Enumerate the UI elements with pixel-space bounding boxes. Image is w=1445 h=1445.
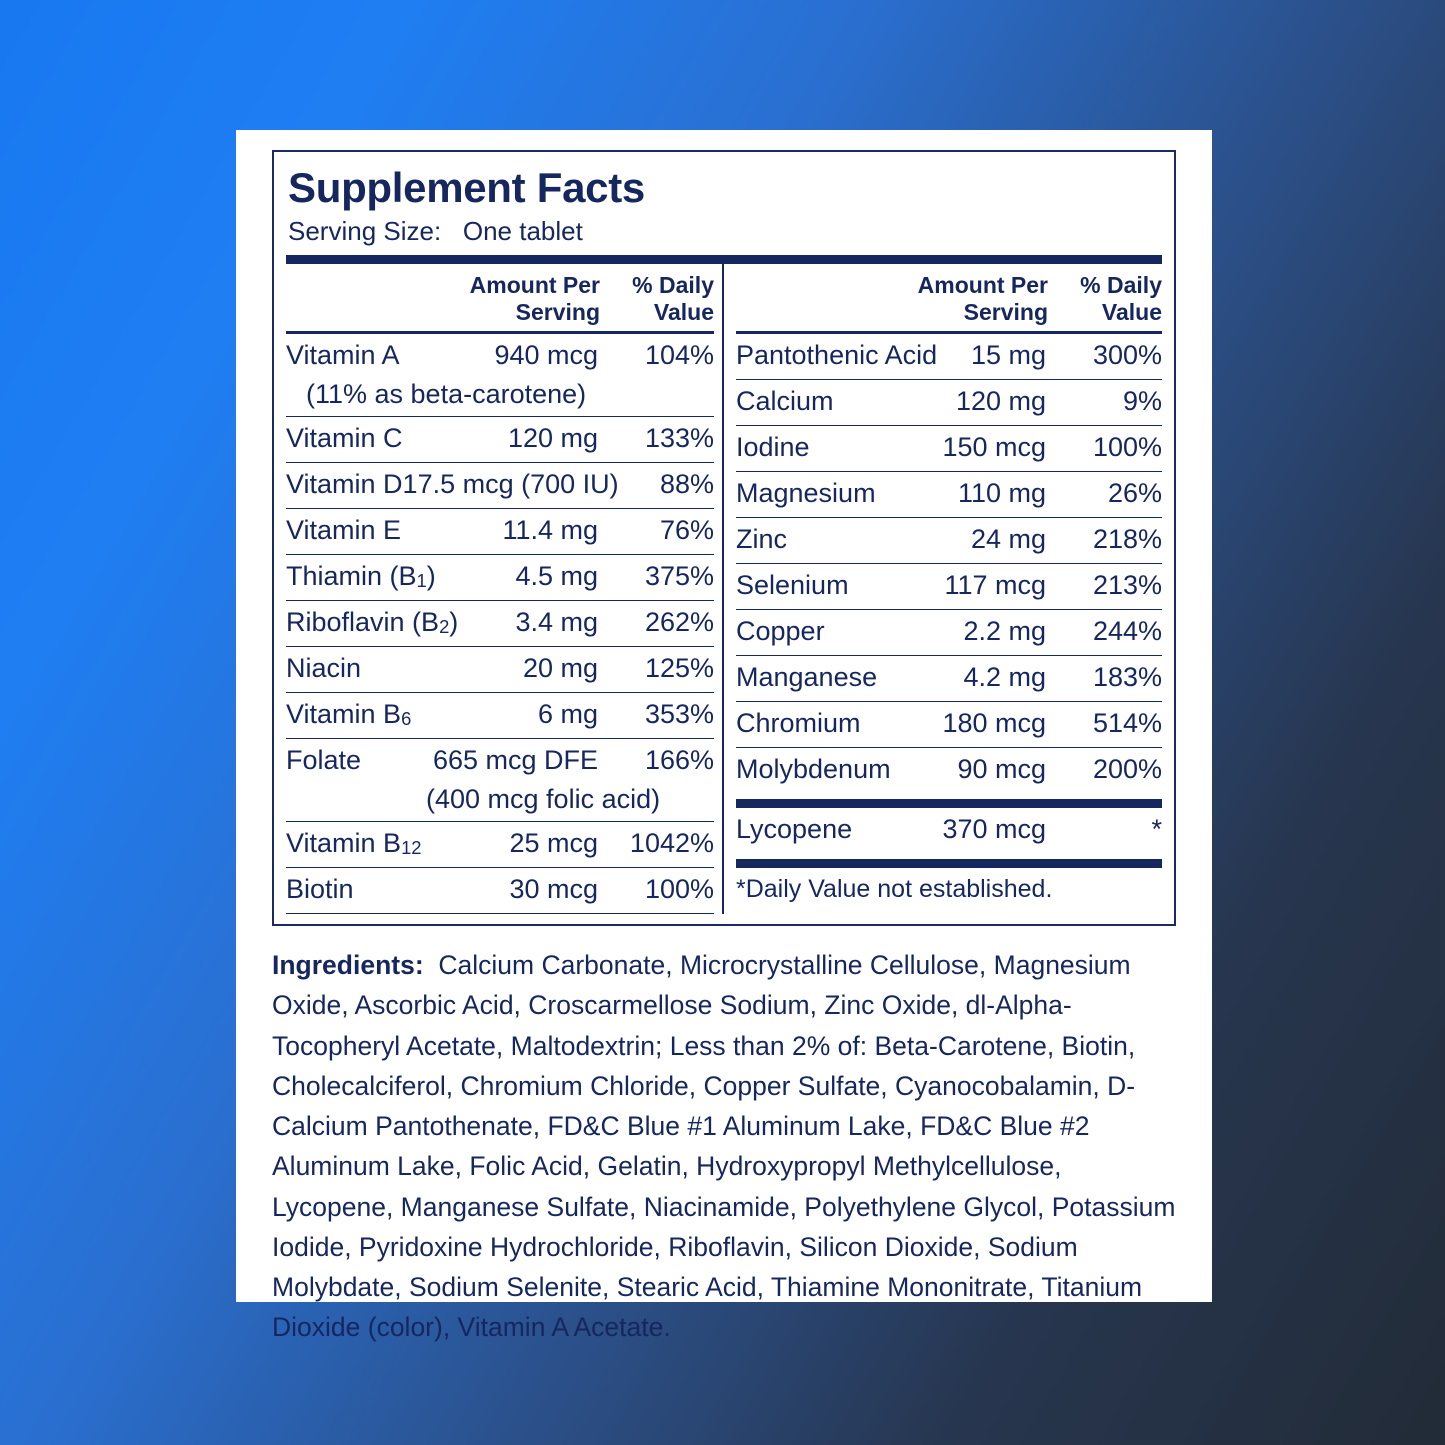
nutrient-column-left [286,264,724,914]
serving-size-label: Serving Size: [288,216,442,247]
table-row [286,868,714,914]
nutrient-dv: 218% [1092,523,1162,554]
table-row [286,647,714,693]
nutrient-name: Chromium [736,707,861,738]
nutrient-name: Lycopene [736,813,853,844]
table-row [286,463,714,509]
nutrient-name: Calcium [736,385,834,416]
nutrient-columns [274,264,1174,924]
table-row [736,380,1162,426]
nutrient-amount: 24 mg [970,523,1046,554]
nutrient-name: Molybdenum [736,753,891,784]
table-row [736,656,1162,702]
column-header-left [286,264,714,334]
nutrient-amount: 11.4 mg [502,514,598,545]
nutrient-dv: 353% [644,698,714,729]
nutrient-amount: 940 mcg [494,339,598,370]
lycopene-top-rule [736,799,1162,808]
header-daily-value: % Daily Value [632,272,714,325]
nutrient-subnote: (400 mcg folic acid) [286,784,714,822]
nutrient-name: Pantothenic Acid [736,339,938,370]
nutrient-amount: 25 mcg [509,827,598,858]
nutrient-name: Vitamin A [286,339,400,370]
nutrient-amount: 4.2 mg [963,661,1046,692]
nutrient-dv: 514% [1092,707,1162,738]
serving-size [274,210,1174,253]
nutrient-amount: 150 mcg [942,431,1046,462]
serving-size-value: One tablet [462,216,583,247]
table-row [286,739,714,784]
nutrient-amount: 15 mg [970,339,1046,370]
table-row [286,693,714,739]
column-header-right [736,264,1162,334]
nutrient-column-right [724,264,1162,914]
nutrient-amount: 120 mg [955,385,1046,416]
nutrient-amount: 110 mg [957,477,1046,508]
header-daily-value: % Daily Value [1080,272,1162,325]
table-row [736,808,1162,853]
nutrient-dv: 26% [1107,477,1162,508]
nutrient-name: Folate [286,744,362,775]
nutrient-dv: 104% [644,339,714,370]
nutrient-dv: 213% [1092,569,1162,600]
nutrient-name: Manganese [736,661,878,692]
table-row [736,748,1162,793]
nutrient-name: Thiamin (B1) [286,560,436,591]
nutrient-name: Riboflavin (B2) [286,606,459,637]
nutrient-dv: 375% [644,560,714,591]
nutrient-dv: 300% [1092,339,1162,370]
header-amount-per-serving: Amount Per Serving [917,272,1048,325]
table-row [286,334,714,379]
nutrient-dv: 125% [644,652,714,683]
table-row [736,334,1162,380]
nutrient-name: Vitamin B12 [286,827,422,858]
table-row [736,426,1162,472]
supplement-facts-box [272,150,1176,926]
nutrient-name: Vitamin B6 [286,698,412,729]
ingredients-label: Ingredients: [272,950,424,980]
table-row [286,417,714,463]
nutrient-dv: 166% [644,744,714,775]
nutrient-name: Iodine [736,431,810,462]
nutrient-amount: 20 mg [522,652,598,683]
nutrient-name: Vitamin C [286,422,403,453]
nutrient-amount: 4.5 mg [515,560,598,591]
nutrient-dv: 133% [644,422,714,453]
nutrient-amount: 2.2 mg [963,615,1046,646]
nutrient-amount: 90 mcg [957,753,1046,784]
table-row [736,564,1162,610]
table-row [736,702,1162,748]
nutrient-dv: 262% [644,606,714,637]
nutrient-amount: 180 mcg [942,707,1046,738]
daily-value-footnote: *Daily Value not established. [736,874,1053,903]
nutrient-dv: 100% [644,873,714,904]
nutrient-dv: 183% [1092,661,1162,692]
lycopene-bottom-rule [736,859,1162,868]
ingredients-section [272,945,1182,1348]
nutrient-amount: 3.4 mg [515,606,598,637]
nutrient-amount: 30 mcg [509,873,598,904]
nutrient-dv: 244% [1092,615,1162,646]
nutrient-name: Magnesium [736,477,876,508]
nutrient-dv: 1042% [629,827,714,858]
nutrient-amount: 665 mcg DFE [432,744,598,775]
table-row [286,601,714,647]
nutrient-amount: 120 mg [507,422,598,453]
nutrient-dv: 200% [1092,753,1162,784]
header-rule [286,255,1162,264]
nutrient-dv: * [1151,813,1162,844]
table-row [736,472,1162,518]
ingredients-text: Calcium Carbonate, Microcrystalline Cellulose, Magnesium Oxide, Ascorbic Acid, Croscarmellose Sodium, Zinc Oxide, dl-Alpha-Tocopheryl Acetate, Maltodextrin; Less than 2% of: Beta-Carotene, Biotin, Cholecalciferol, Chromium Chloride, Copper Sulfate, Cyanocobalamin, D-Calcium Pantothenate, FD&C Blue #1 Aluminum Lake, FD&C Blue #2 Aluminum Lake, Folic Acid, Gelatin, Hydroxypropyl Methylcellulose, Lycopene, Manganese Sulfate, Niacinamide, Polyethylene Glycol, Potassium Iodide, Pyridoxine Hydrochloride, Riboflavin, Silicon Dioxide, Sodium Molybdate, Sodium Selenite, Stearic Acid, Thiamine Mononitrate, Titanium Dioxide (color), Vitamin A Acetate. [272,950,1176,1343]
nutrient-dv: 88% [659,468,714,499]
table-row [736,610,1162,656]
nutrient-dv: 100% [1092,431,1162,462]
supplement-facts-panel [236,130,1212,1343]
nutrient-name: Biotin [286,873,354,904]
table-row [286,822,714,868]
nutrient-subnote: (11% as beta-carotene) [286,379,714,417]
nutrient-amount: 117 mcg [944,569,1046,600]
table-row [286,555,714,601]
nutrient-name: Selenium [736,569,849,600]
nutrient-name: Zinc [736,523,788,554]
nutrient-name: Vitamin E [286,514,402,545]
table-row [286,509,714,555]
nutrient-name: Vitamin D [286,468,403,499]
nutrient-amount: 370 mcg [942,813,1046,844]
nutrient-name: Niacin [286,652,362,683]
nutrient-dv: 76% [659,514,714,545]
nutrient-amount: 17.5 mcg (700 IU) [402,468,619,499]
nutrient-amount: 6 mg [537,698,598,729]
nutrient-name: Copper [736,615,825,646]
header-amount-per-serving: Amount Per Serving [469,272,600,325]
table-row [736,518,1162,564]
page-title: Supplement Facts [288,164,645,211]
nutrient-dv: 9% [1122,385,1162,416]
